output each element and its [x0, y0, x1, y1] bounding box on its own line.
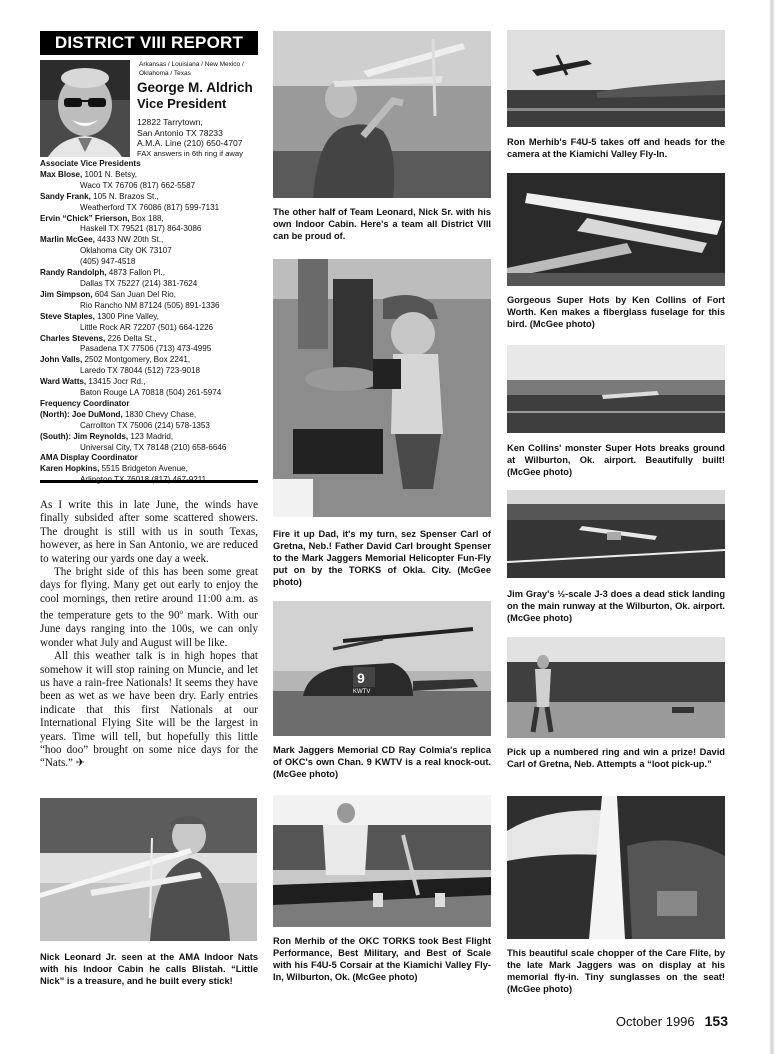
caption-nick-sr: The other half of Team Leonard, Nick Sr. with his own Indoor Cabin. Here's a team all District VIII can be proud of.: [273, 207, 491, 241]
caption-super-hots: Gorgeous Super Hots by Ken Collins of Fort Worth. Ken makes a fiberglass fuselage for this bird. (McGee photo): [507, 295, 725, 329]
page-number: 153: [704, 1013, 728, 1029]
caption-nick-jr: Nick Leonard Jr. seen at the AMA Indoor Nats with his Indoor Cabin he calls Blistah. “Little Nick” is a treasure, and he built every stick!: [40, 952, 258, 986]
associate-entry-line: Baton Rouge LA 70818 (504) 261-5974: [80, 388, 222, 398]
photo-nick-jr: [40, 798, 257, 941]
associate-entry-line: Waco TX 76706 (817) 662-5587: [80, 180, 196, 190]
photo-kwtv-helicopter: [273, 601, 491, 736]
caption-f4u-takeoff: Ron Merhib's F4U-5 takes off and heads for the camera at the Kiamichi Valley Fly-In.: [507, 137, 725, 159]
district-states: Arkansas / Louisiana / New Mexico / Oklahoma / Texas: [139, 61, 244, 77]
ama-display-heading: AMA Display Coordinator: [40, 453, 138, 463]
frequency-south: (South): Jim Reynolds, 123 Madrid,: [40, 431, 174, 441]
caption-colmia: Mark Jaggers Memorial CD Ray Colmia's replica of OKC's own Chan. 9 KWTV is a real knock-out. (McGee photo): [273, 745, 491, 779]
associate-entry-line: Weatherford TX 76086 (817) 599-7131: [80, 202, 220, 212]
frequency-north: (North): Joe DuMond, 1830 Chevy Chase,: [40, 409, 197, 419]
associate-entry: Ward Watts, 13415 Jocr Rd.,: [40, 377, 146, 387]
associate-entry: Max Blose, 1001 N. Betsy,: [40, 169, 138, 179]
photo-care-flite-chopper: [507, 796, 725, 939]
section-divider: [40, 480, 258, 483]
caption-j3: Jim Gray's ½-scale J-3 does a dead stick landing on the main runway at the Wilburton, Ok. airport. (McGee photo): [507, 589, 725, 623]
associate-entry: Steve Staples, 1300 Pine Valley,: [40, 311, 159, 321]
associate-entry-line: Haskell TX 79521 (817) 864-3086: [80, 224, 202, 234]
associate-entry-line: Oklahoma City OK 73107: [80, 246, 172, 256]
associate-entry-line: (405) 947-4518: [80, 257, 136, 267]
photo-spenser: [273, 259, 491, 517]
associate-entry: John Valls, 2502 Montgomery, Box 2241,: [40, 355, 191, 365]
article-body: [40, 499, 258, 771]
photo-monster-super-hots: [507, 345, 725, 433]
photo-super-hots: [507, 173, 725, 286]
frequency-south-line: Universal City, TX 78148 (210) 658-6646: [80, 442, 227, 452]
associate-entry-line: Dallas TX 75227 (214) 381-7624: [80, 278, 198, 288]
article-paragraph: The bright side of this has been some great days for flying. Many get out early to enjoy the cool mornings, then retire around 11:00 a.m. as the temperature gets to the 90$^o$ mark. With our June days ranging into the 100s, we can only wonder what July and August will be like.: [40, 566, 258, 649]
address-street: 12822 Tarrytown,: [137, 117, 203, 127]
frequency-north-line: Carrollton TX 75006 (214) 578-1353: [80, 420, 210, 430]
associate-entry: Ervin “Chick” Frierson, Box 188,: [40, 213, 164, 223]
associate-entry: Jim Simpson, 604 San Juan Del Rio,: [40, 289, 176, 299]
photo-j3-landing: [507, 490, 725, 578]
page-edge: [769, 0, 775, 1054]
photo-nick-sr: [273, 31, 491, 198]
associate-entry: Sandy Frank, 105 N. Brazos St.,: [40, 191, 159, 201]
issue-date: October 1996: [615, 1014, 695, 1029]
caption-merhib: Ron Merhib of the OKC TORKS took Best Flight Performance, Best Military, and Best of Scale with his F4U-5 Corsair at the Kiamichi Valley Fly-In, Wilburton, Ok. (McGee photo): [273, 936, 491, 982]
vice-president-address: [137, 117, 262, 159]
frequency-heading: Frequency Coordinator: [40, 398, 130, 408]
helicopter-number: 9: [357, 670, 365, 686]
address-ama-line: A.M.A. Line (210) 650-4707: [137, 138, 243, 149]
photo-ring-pickup: [507, 637, 725, 738]
caption-spenser: Fire it up Dad, it's my turn, sez Spenser Carl of Gretna, Neb.! Father David Carl brought Spenser to the Mark Jaggers Memorial Helicopter Fun-Fly put on by the TORKS of Okla. City. (McGee photo): [273, 529, 491, 587]
end-mark-icon: ✈: [75, 757, 86, 770]
address-city: San Antonio TX 78233: [137, 127, 223, 138]
caption-care-flite: This beautiful scale chopper of the Care Flite, by the late Mark Jaggers was on display at his memorial fly-in. Tiny sunglasses on the seat! (McGee photo): [507, 948, 725, 994]
associate-entry: Randy Randolph, 4873 Fallon Pl.,: [40, 268, 166, 278]
associate-entry-line: Little Rock AR 72207 (501) 664-1226: [80, 322, 214, 332]
associates-heading: Associate Vice Presidents: [40, 159, 141, 168]
photo-merhib-corsair: [273, 795, 491, 927]
associate-directory: [40, 159, 258, 486]
associate-entry-line: Pasadena TX 77506 (713) 473-4995: [80, 344, 212, 354]
helicopter-call-sign: KWTV: [353, 689, 371, 695]
address-fax-note: FAX answers in 6th ring if away: [137, 148, 243, 158]
article-paragraph: As I write this in late June, the winds have finally subsided after some scattered showers. The drought is still with us in south Texas, however, as here in San Antonio, we are reduced to watering our yards one day a week.: [40, 499, 258, 565]
associate-entry: Marlin McGee, 4433 NW 20th St.,: [40, 235, 164, 245]
article-paragraph: All this weather talk is in high hopes that somehow it will stop raining on Muncie, and let us have a rain-free Nationals! It seems they have been as wet as we have been dry. Early entries indicate that this first Nationals at our International Flying Site will be the largest in years. Time will tell, but hopefully this little “hoo doo” brought on some nice days for the “Nats.” ✈: [40, 650, 258, 770]
vice-president-name: George M. Aldrich: [137, 80, 253, 95]
vice-president-title: Vice President: [137, 96, 227, 111]
associate-entry: Charles Stevens, 226 Delta St.,: [40, 333, 157, 343]
associate-entry-line: Laredo TX 78044 (512) 723-9018: [80, 366, 200, 376]
associate-entry-line: Rio Rancho NM 87124 (505) 891-1336: [80, 300, 220, 310]
vice-president-portrait: [40, 60, 130, 157]
section-banner: DISTRICT VIII REPORT: [40, 31, 258, 55]
ama-display-entry: Karen Hopkins, 5515 Bridgeton Avenue,: [40, 464, 188, 474]
caption-ring-pickup: Pick up a numbered ring and win a prize! David Carl of Gretna, Neb. Attempts a “loot pick-up.”: [507, 747, 725, 769]
page-footer: [616, 1013, 728, 1030]
photo-f4u-takeoff: [507, 30, 725, 127]
caption-monster-super-hots: Ken Collins' monster Super Hots breaks ground at Wilburton, Ok. airport. Beautifully built! (McGee photo): [507, 443, 725, 477]
